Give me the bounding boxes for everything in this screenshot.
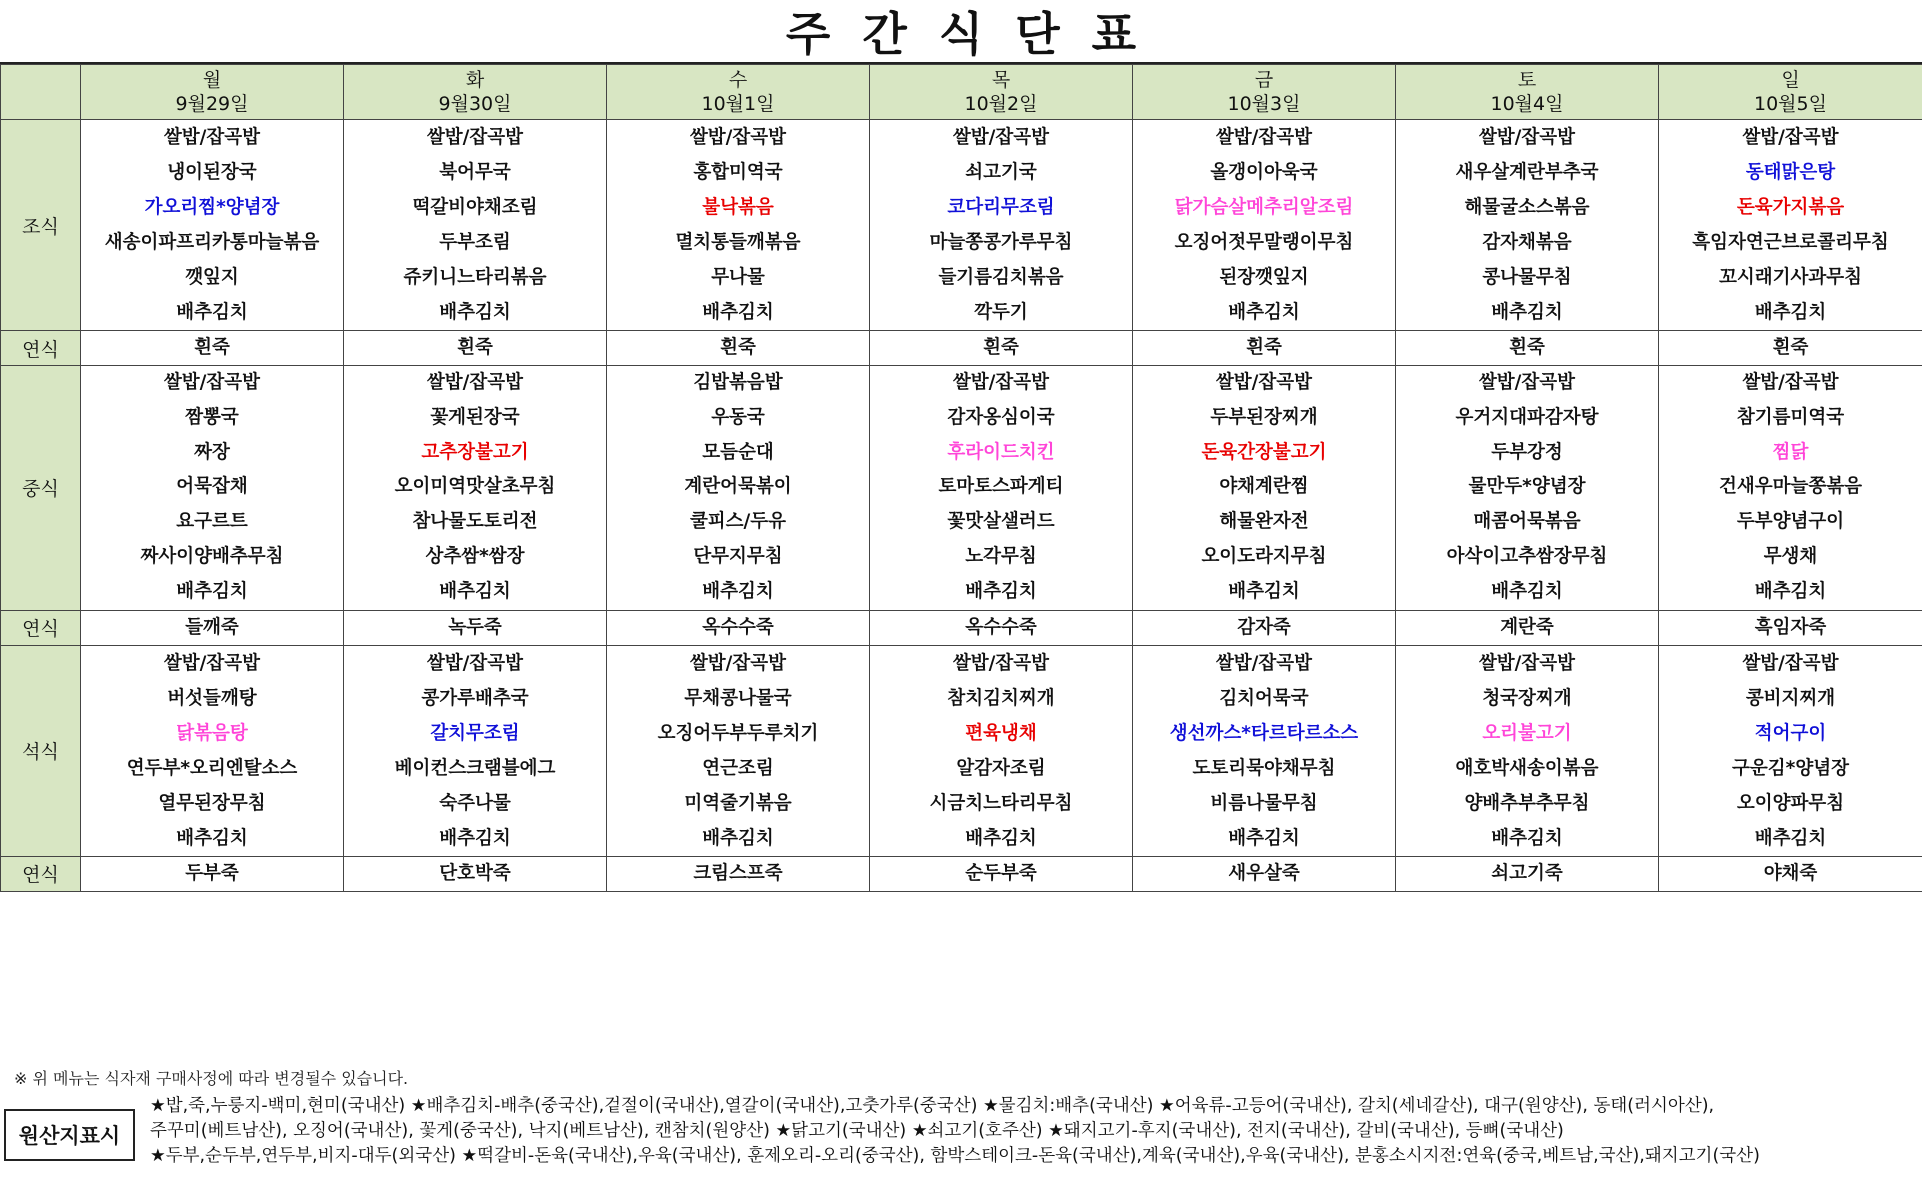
menu-cell	[344, 120, 607, 331]
menu-item: 가오리찜*양념장	[144, 197, 280, 218]
menu-item: 연두부*오리엔탈소스	[126, 757, 298, 779]
menu-item: 매콤어묵볶음	[1473, 511, 1581, 533]
menu-item: 감자옹심이국	[947, 406, 1055, 428]
menu-item: 물만두*양념장	[1468, 476, 1586, 498]
menu-item: 짜사이양배추무침	[140, 545, 284, 567]
menu-item: 오이도라지무침	[1201, 545, 1327, 567]
menu-item: 배추김치	[1228, 580, 1300, 602]
menu-cell	[1133, 331, 1396, 366]
menu-item: 배추김치	[702, 580, 774, 602]
menu-item: 쌀밥/잡곡밥	[1742, 127, 1839, 148]
menu-item: 옥수수죽	[965, 616, 1037, 638]
menu-item: 청국장찌개	[1482, 687, 1572, 709]
menu-item: 배추김치	[965, 580, 1037, 602]
meal-label: 연식	[1, 610, 81, 645]
menu-item: 쇠고기죽	[1491, 862, 1563, 884]
menu-item: 배추김치	[1491, 580, 1563, 602]
meal-label: 연식	[1, 856, 81, 891]
menu-item: 올갱이아욱국	[1210, 162, 1318, 183]
weekday-label: 화	[465, 69, 485, 91]
menu-cell	[1659, 645, 1922, 856]
menu-item: 우거지대파감자탕	[1455, 406, 1599, 428]
menu-item: 배추김치	[1754, 827, 1827, 849]
menu-item: 흰죽	[720, 337, 756, 358]
menu-item: 쌀밥/잡곡밥	[689, 652, 787, 674]
menu-item: 쿨피스/두유	[689, 511, 787, 533]
menu-item: 멸치통들깨볶음	[675, 232, 801, 253]
menu-item: 참기름미역국	[1736, 406, 1845, 428]
menu-item: 어묵잡채	[176, 476, 248, 498]
menu-cell	[1659, 120, 1922, 331]
menu-item: 두부죽	[185, 862, 239, 884]
menu-item: 흰죽	[457, 337, 493, 358]
menu-item: 배추김치	[1491, 827, 1563, 849]
menu-item: 고추장불고기	[421, 441, 529, 463]
menu-item: 감자채볶음	[1482, 232, 1572, 253]
menu-cell	[607, 856, 870, 891]
menu-cell	[1133, 645, 1396, 856]
menu-item: 해물굴소스볶음	[1464, 197, 1590, 218]
weekly-menu-table	[0, 64, 1922, 892]
menu-item: 떡갈비야채조림	[412, 197, 538, 218]
menu-cell	[870, 366, 1133, 611]
menu-item: 후라이드치킨	[947, 441, 1055, 463]
menu-item: 배추김치	[439, 827, 511, 849]
weekday-label: 월	[202, 69, 222, 91]
header-corner	[1, 65, 81, 120]
menu-item: 우동국	[711, 406, 765, 428]
menu-item: 오징어두부두루치기	[657, 722, 819, 744]
menu-item: 야채계란찜	[1219, 476, 1309, 498]
menu-item: 요구르트	[176, 511, 248, 533]
menu-item: 생선까스*타르타르소스	[1169, 722, 1359, 744]
menu-item: 쌀밥/잡곡밥	[426, 372, 524, 393]
menu-item: 꽃맛살샐러드	[947, 511, 1055, 533]
menu-item: 깍두기	[974, 302, 1028, 323]
menu-item: 깻잎지	[185, 267, 239, 288]
menu-item: 오징어젓무말랭이무침	[1174, 232, 1354, 253]
menu-item: 짜장	[194, 441, 230, 463]
menu-item: 쇠고기국	[965, 162, 1037, 183]
menu-item: 쌀밥/잡곡밥	[426, 127, 524, 148]
menu-item: 쌀밥/잡곡밥	[1742, 652, 1839, 674]
menu-item: 배추김치	[1228, 302, 1300, 323]
menu-item: 꽃게된장국	[430, 406, 520, 428]
menu-item: 콩가루배추국	[421, 687, 529, 709]
menu-item: 배추김치	[702, 302, 774, 323]
menu-item: 쌀밥/잡곡밥	[1478, 127, 1576, 148]
menu-cell	[607, 610, 870, 645]
page-title: 주간식단표	[0, 0, 1922, 64]
menu-item: 흰죽	[1772, 337, 1809, 358]
menu-item: 쌀밥/잡곡밥	[952, 127, 1050, 148]
menu-cell	[81, 120, 344, 331]
meal-row	[1, 331, 1922, 366]
menu-item: 녹두죽	[448, 616, 502, 638]
weekday-label: 수	[728, 69, 748, 91]
menu-item: 쥬키니느타리볶음	[403, 267, 547, 288]
menu-item: 배추김치	[1228, 827, 1300, 849]
menu-item: 쌀밥/잡곡밥	[1215, 127, 1313, 148]
menu-cell	[607, 645, 870, 856]
origin-line: ★밥,죽,누룽지-백미,현미(국내산) ★배추김치-배추(중국산),겉절이(국내산),열갈이(국내산),고춧가루(중국산) ★물김치:배추(국내산) ★어육류-고등어(국내산), 갈치(세네갈산), 대구(원양산), 동태(러시아산),	[150, 1096, 1715, 1116]
menu-item: 흰죽	[194, 337, 230, 358]
date-label: 10월2일	[964, 93, 1038, 115]
menu-cell	[81, 856, 344, 891]
menu-item: 들기름김치볶음	[938, 267, 1064, 288]
menu-item: 토마토스파게티	[938, 476, 1064, 498]
menu-cell	[607, 120, 870, 331]
menu-item: 돈육간장불고기	[1201, 441, 1327, 463]
menu-item: 참나물도토리전	[412, 511, 538, 533]
menu-item: 배추김치	[176, 827, 248, 849]
menu-item: 노각무침	[965, 545, 1037, 567]
menu-item: 상추쌈*쌈장	[425, 545, 525, 567]
weekday-label: 일	[1781, 69, 1800, 91]
menu-cell	[344, 856, 607, 891]
menu-cell	[344, 366, 607, 611]
menu-item: 계란어묵볶이	[684, 476, 792, 498]
menu-item: 배추김치	[176, 302, 248, 323]
menu-item: 해물완자전	[1219, 511, 1309, 533]
menu-item: 흰죽	[1509, 337, 1545, 358]
menu-item: 쌀밥/잡곡밥	[952, 372, 1050, 393]
menu-item: 쌀밥/잡곡밥	[1478, 652, 1576, 674]
meal-label: 조식	[1, 120, 81, 331]
menu-item: 돈육가지볶음	[1736, 197, 1845, 218]
date-label: 10월3일	[1227, 93, 1301, 115]
menu-item: 된장깻잎지	[1219, 267, 1309, 288]
menu-item: 도토리묵야채무침	[1192, 757, 1336, 779]
menu-cell	[870, 120, 1133, 331]
menu-item: 흰죽	[1246, 337, 1282, 358]
menu-item: 숙주나물	[439, 792, 511, 814]
menu-cell	[870, 856, 1133, 891]
menu-cell	[1396, 610, 1659, 645]
menu-item: 쌀밥/잡곡밥	[1742, 372, 1839, 393]
menu-item: 야채죽	[1763, 862, 1818, 884]
menu-item: 양배추부추무침	[1464, 792, 1590, 814]
day-header	[1396, 65, 1659, 120]
menu-item: 모듬순대	[702, 441, 774, 463]
menu-item: 적어구이	[1754, 722, 1827, 744]
menu-item: 무나물	[711, 267, 765, 288]
menu-cell	[1133, 856, 1396, 891]
menu-item: 북어무국	[439, 162, 511, 183]
menu-item: 동태맑은탕	[1745, 162, 1836, 183]
day-header	[344, 65, 607, 120]
menu-item: 계란죽	[1500, 616, 1554, 638]
menu-item: 배추김치	[439, 302, 511, 323]
menu-item: 불낙볶음	[702, 197, 774, 218]
date-label: 9월30일	[438, 93, 512, 115]
menu-cell	[81, 366, 344, 611]
menu-item: 배추김치	[1754, 580, 1827, 602]
menu-cell	[81, 645, 344, 856]
day-header-row	[1, 65, 1922, 120]
menu-item: 애호박새송이볶음	[1455, 757, 1599, 779]
date-label: 10월4일	[1490, 93, 1564, 115]
meal-label: 중식	[1, 366, 81, 611]
menu-item: 오리불고기	[1482, 722, 1572, 744]
meal-label: 석식	[1, 645, 81, 856]
menu-item: 마늘쫑콩가루무침	[929, 232, 1073, 253]
menu-item: 짬뽕국	[185, 406, 239, 428]
menu-cell	[1659, 366, 1922, 611]
menu-item: 열무된장무침	[158, 792, 266, 814]
menu-item: 무생채	[1763, 545, 1818, 567]
menu-item: 흑임자죽	[1754, 616, 1827, 638]
menu-item: 쌀밥/잡곡밥	[163, 372, 261, 393]
menu-item: 쌀밥/잡곡밥	[1478, 372, 1576, 393]
origin-line: ★두부,순두부,연두부,비지-대두(외국산) ★떡갈비-돈육(국내산),우육(국내산), 훈제오리-오리(중국산), 함박스테이크-돈육(국내산),계육(국내산),우육(국내산), 분홍소시지전:연육(중국,베트남,국산),돼지고기(국산)	[150, 1146, 1760, 1166]
menu-item: 건새우마늘쫑볶음	[1719, 476, 1862, 498]
menu-item: 배추김치	[965, 827, 1037, 849]
menu-cell	[1659, 610, 1922, 645]
menu-item: 두부강정	[1491, 441, 1563, 463]
menu-item: 쌀밥/잡곡밥	[163, 127, 261, 148]
meal-row	[1, 610, 1922, 645]
menu-item: 갈치무조림	[430, 722, 520, 744]
menu-cell	[81, 331, 344, 366]
menu-item: 흑임자연근브로콜리무침	[1692, 232, 1889, 253]
menu-item: 미역줄기볶음	[684, 792, 792, 814]
menu-item: 감자죽	[1237, 616, 1291, 638]
menu-item: 두부된장찌개	[1210, 406, 1318, 428]
origin-info	[150, 1094, 1760, 1169]
menu-item: 홍합미역국	[693, 162, 783, 183]
menu-item: 단호박죽	[439, 862, 511, 884]
menu-item: 김밥볶음밥	[693, 372, 783, 393]
menu-cell	[344, 610, 607, 645]
menu-cell	[607, 331, 870, 366]
menu-item: 새우살계란부추국	[1455, 162, 1599, 183]
menu-cell	[81, 610, 344, 645]
notice-text: ※ 위 메뉴는 식자재 구매사정에 따라 변경될수 있습니다.	[14, 1069, 409, 1088]
menu-cell	[607, 366, 870, 611]
menu-item: 오이양파무침	[1736, 792, 1845, 814]
menu-cell	[1133, 120, 1396, 331]
menu-cell	[1659, 331, 1922, 366]
menu-item: 편육냉채	[965, 722, 1037, 744]
menu-cell	[344, 331, 607, 366]
menu-item: 단무지무침	[693, 545, 783, 567]
meal-row	[1, 645, 1922, 856]
menu-item: 들깨죽	[185, 616, 239, 638]
menu-item: 순두부죽	[965, 862, 1037, 884]
day-header	[1133, 65, 1396, 120]
menu-item: 쌀밥/잡곡밥	[952, 652, 1050, 674]
menu-item: 배추김치	[1491, 302, 1563, 323]
menu-item: 찜닭	[1772, 441, 1809, 463]
menu-item: 배추김치	[702, 827, 774, 849]
menu-item: 아삭이고추쌈장무침	[1446, 545, 1608, 567]
date-label: 10월5일	[1754, 93, 1827, 115]
menu-item: 두부조림	[439, 232, 511, 253]
menu-item: 닭가슴살메추리알조림	[1174, 197, 1354, 218]
menu-item: 쌀밥/잡곡밥	[689, 127, 787, 148]
menu-item: 오이미역맛살초무침	[394, 476, 556, 498]
origin-label: 원산지표시	[4, 1109, 135, 1161]
weekday-label: 금	[1254, 69, 1274, 91]
menu-item: 김치어묵국	[1219, 687, 1309, 709]
menu-item: 배추김치	[439, 580, 511, 602]
day-header	[81, 65, 344, 120]
menu-item: 새송이파프리카통마늘볶음	[104, 232, 320, 253]
day-header	[870, 65, 1133, 120]
menu-item: 무채콩나물국	[684, 687, 792, 709]
menu-item: 새우살죽	[1228, 862, 1300, 884]
menu-item: 배추김치	[176, 580, 248, 602]
menu-item: 참치김치찌개	[947, 687, 1055, 709]
menu-cell	[1396, 645, 1659, 856]
menu-item: 연근조림	[702, 757, 774, 779]
menu-item: 버섯들깨탕	[167, 687, 257, 709]
menu-cell	[1396, 120, 1659, 331]
menu-item: 쌀밥/잡곡밥	[1215, 372, 1313, 393]
meal-row	[1, 120, 1922, 331]
menu-cell	[1133, 610, 1396, 645]
weekday-label: 토	[1517, 69, 1537, 91]
menu-item: 알감자조림	[956, 757, 1046, 779]
menu-item: 냉이된장국	[167, 162, 257, 183]
meal-row	[1, 366, 1922, 611]
menu-item: 시금치느타리무침	[929, 792, 1073, 814]
menu-item: 코다리무조림	[947, 197, 1055, 218]
menu-item: 흰죽	[983, 337, 1019, 358]
date-label: 9월29일	[175, 93, 249, 115]
menu-item: 닭볶음탕	[176, 722, 248, 744]
menu-item: 쌀밥/잡곡밥	[426, 652, 524, 674]
menu-cell	[870, 610, 1133, 645]
menu-item: 콩비지찌개	[1745, 687, 1836, 709]
menu-item: 크림스프죽	[693, 862, 783, 884]
menu-item: 콩나물무침	[1482, 267, 1572, 288]
menu-item: 배추김치	[1754, 302, 1827, 323]
menu-item: 꼬시래기사과무침	[1719, 267, 1862, 288]
menu-item: 쌀밥/잡곡밥	[163, 652, 261, 674]
menu-item: 두부양념구이	[1736, 511, 1845, 533]
menu-cell	[1396, 856, 1659, 891]
menu-item: 구운김*양념장	[1732, 757, 1849, 779]
menu-cell	[1133, 366, 1396, 611]
menu-item: 옥수수죽	[702, 616, 774, 638]
menu-item: 비름나물무침	[1210, 792, 1318, 814]
menu-item: 베이컨스크램블에그	[394, 757, 556, 779]
menu-cell	[1659, 856, 1922, 891]
origin-line: 주꾸미(베트남산), 오징어(국내산), 꽃게(중국산), 낙지(베트남산), 캔참치(원양산) ★닭고기(국내산) ★쇠고기(호주산) ★돼지고기-후지(국내산), 전지(국내산), 갈비(국내산), 등뼈(국내산)	[150, 1121, 1564, 1141]
meal-row	[1, 856, 1922, 891]
meal-label: 연식	[1, 331, 81, 366]
menu-cell	[1396, 366, 1659, 611]
menu-cell	[344, 645, 607, 856]
menu-cell	[870, 331, 1133, 366]
menu-item: 쌀밥/잡곡밥	[1215, 652, 1313, 674]
date-label: 10월1일	[701, 93, 775, 115]
menu-cell	[870, 645, 1133, 856]
day-header	[1659, 65, 1922, 120]
weekday-label: 목	[991, 69, 1011, 91]
day-header	[607, 65, 870, 120]
menu-cell	[1396, 331, 1659, 366]
